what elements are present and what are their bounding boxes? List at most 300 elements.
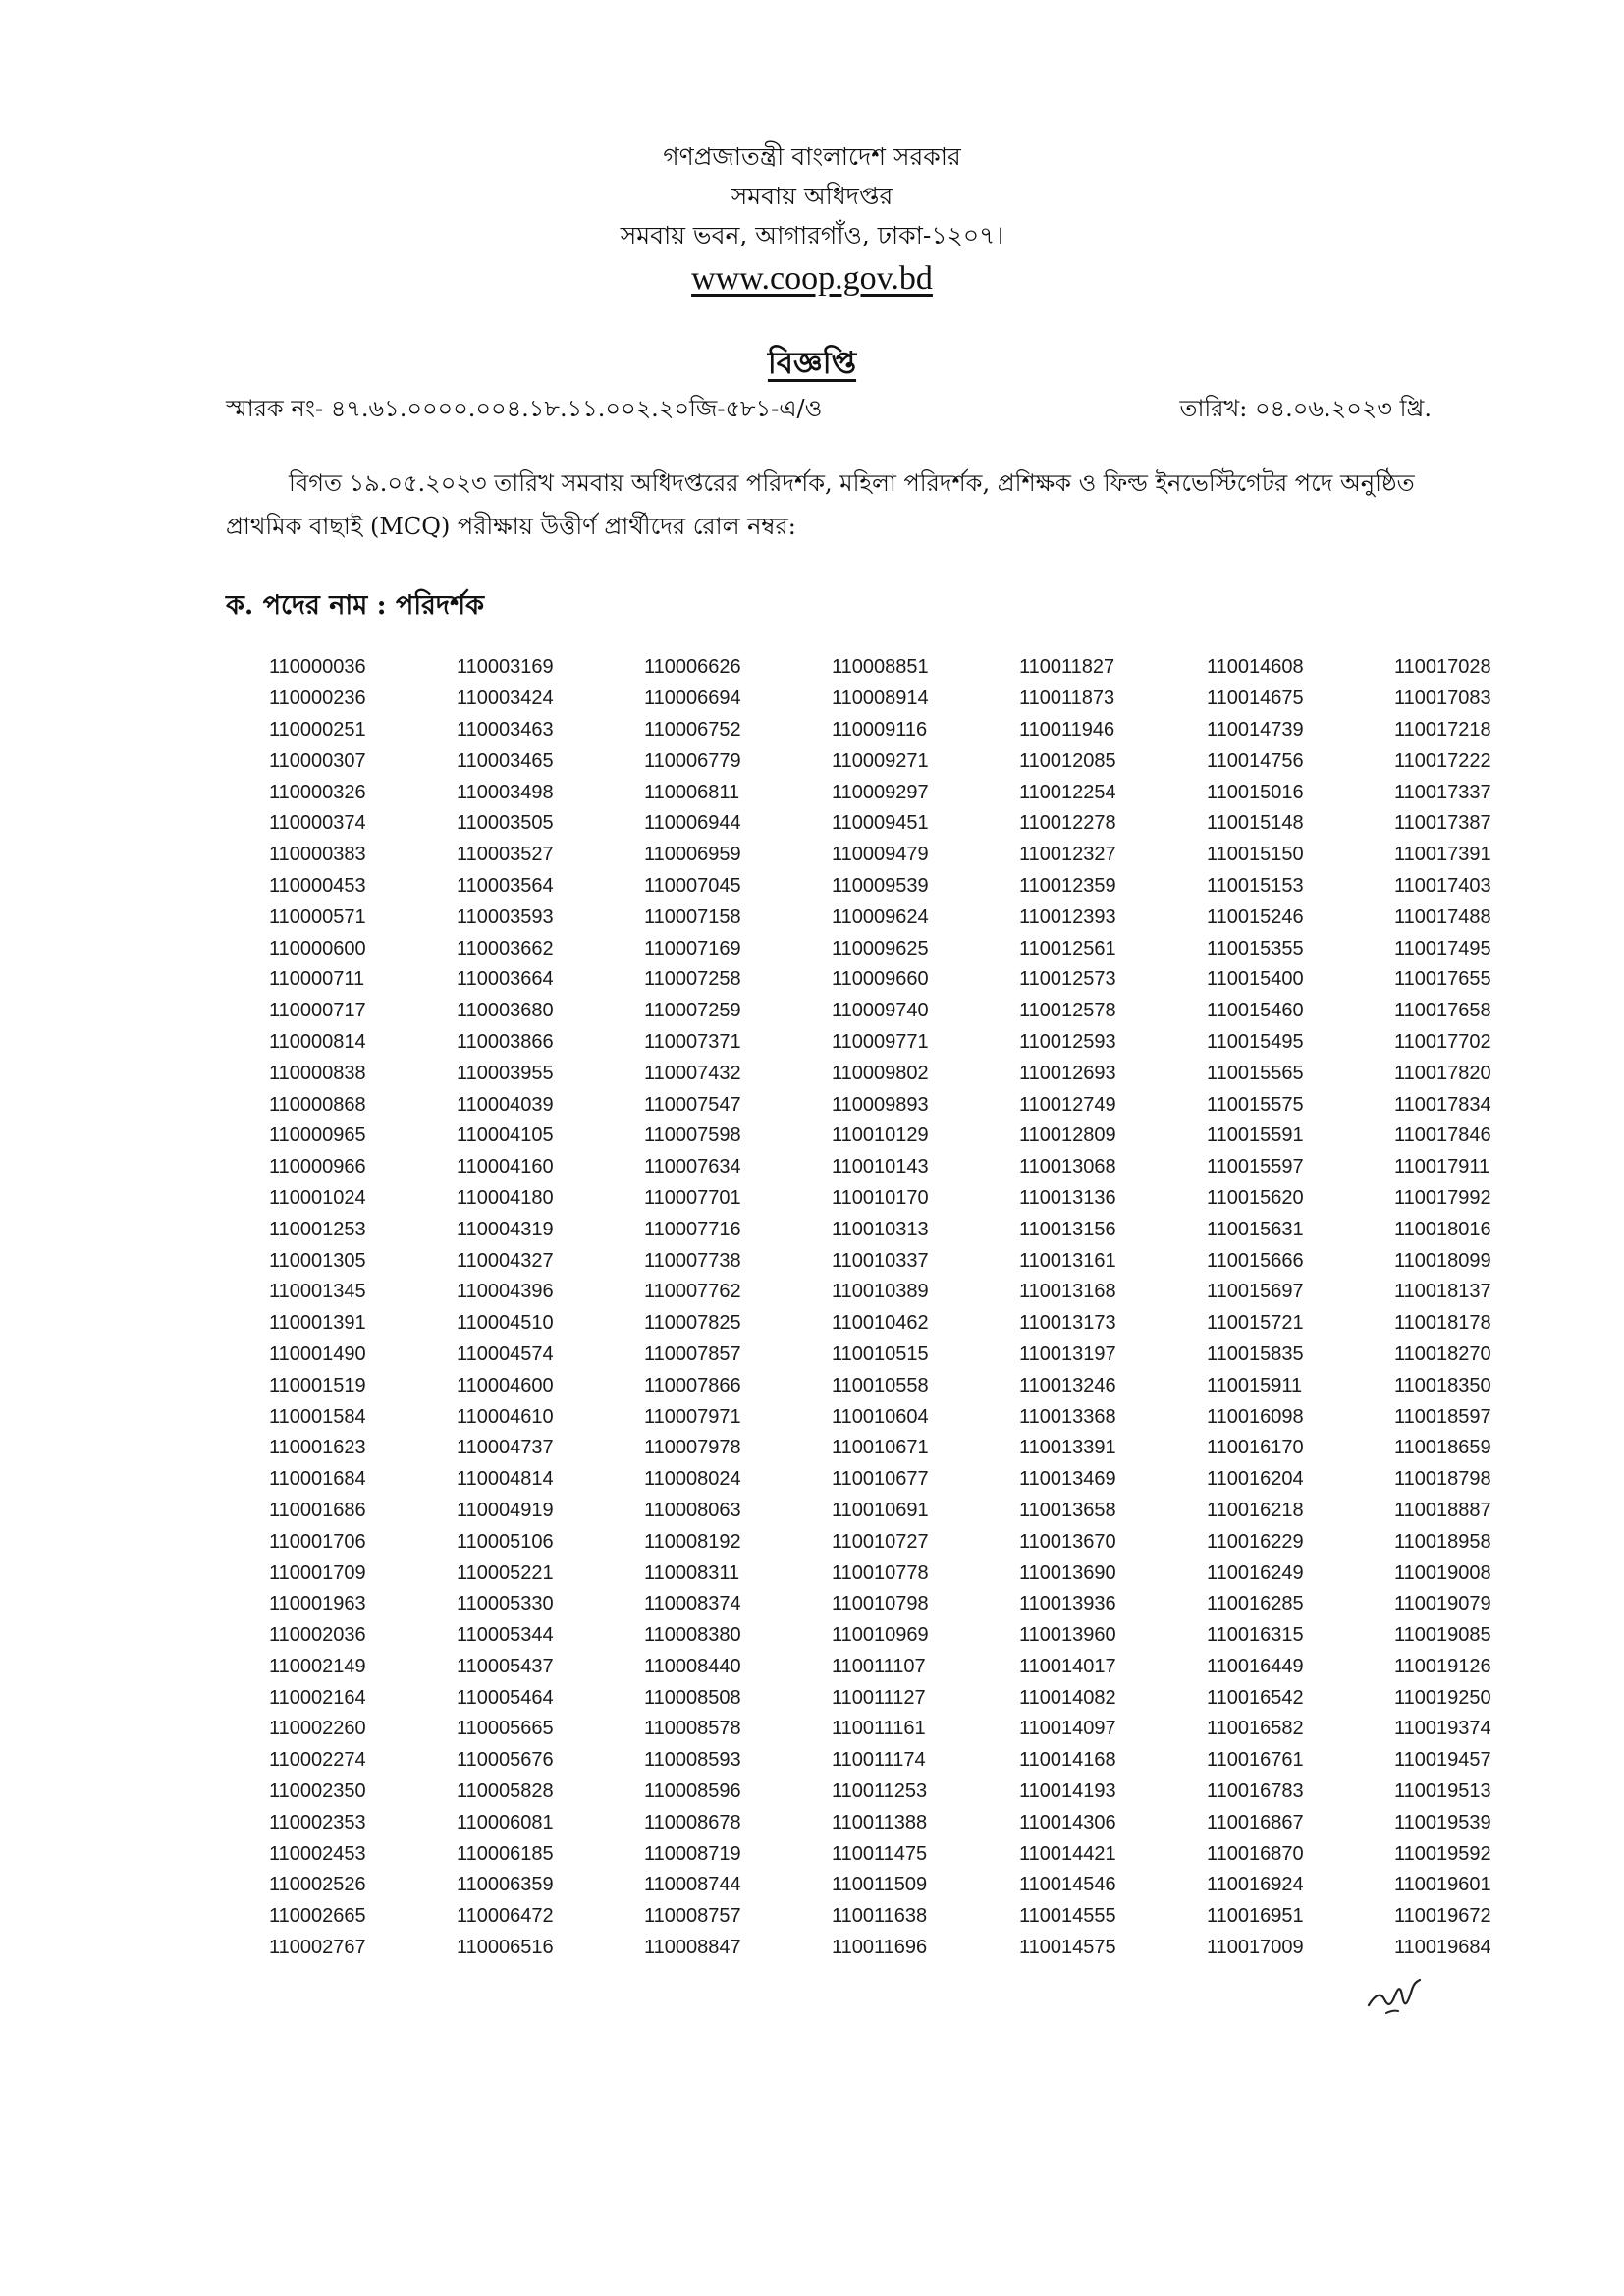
roll-number-cell: 110007971: [644, 1405, 741, 1428]
roll-number-cell: 110015597: [1207, 1156, 1304, 1178]
table-row: [259, 1777, 1572, 1808]
roll-number-cell: 110014675: [1207, 687, 1304, 710]
roll-number-cell: 110007598: [644, 1124, 741, 1147]
roll-number-cell: 110016449: [1207, 1655, 1304, 1677]
roll-number-cell: 110004600: [457, 1374, 554, 1396]
roll-number-cell: 110015565: [1207, 1062, 1304, 1084]
roll-number-cell: 110015721: [1207, 1312, 1304, 1335]
roll-number-cell: 110004574: [457, 1342, 554, 1365]
roll-number-cell: 110019457: [1394, 1749, 1491, 1772]
roll-number-cell: 110000307: [269, 749, 366, 772]
roll-number-cell: 110015697: [1207, 1281, 1304, 1303]
roll-number-cell: 110001305: [269, 1249, 366, 1272]
roll-number-cell: 110003505: [457, 812, 554, 835]
roll-number-cell: 110012085: [1019, 749, 1116, 772]
roll-number-cell: 110008380: [644, 1624, 741, 1647]
notice-title-wrap: [0, 340, 1624, 391]
table-row: [259, 652, 1572, 683]
roll-number-cell: 110011827: [1019, 656, 1115, 679]
roll-number-cell: 110010677: [832, 1468, 929, 1491]
roll-number-cell: 110018099: [1394, 1249, 1491, 1272]
roll-number-cell: 110002149: [269, 1655, 366, 1677]
roll-number-cell: 110003664: [457, 968, 554, 991]
roll-number-cell: 110019008: [1394, 1561, 1491, 1584]
roll-number-cell: 110016218: [1207, 1499, 1304, 1521]
roll-number-cell: 110011696: [832, 1937, 928, 1959]
roll-number-cell: 110016098: [1207, 1405, 1304, 1428]
roll-number-cell: 110013658: [1019, 1499, 1116, 1521]
roll-number-cell: 110015153: [1207, 874, 1304, 897]
roll-number-cell: 110010337: [832, 1249, 929, 1272]
roll-number-cell: 110004160: [457, 1156, 554, 1178]
roll-number-cell: 110000236: [269, 687, 366, 710]
table-row: [259, 1401, 1572, 1433]
roll-number-cell: 110006959: [644, 844, 741, 866]
roll-number-cell: 110017222: [1394, 749, 1491, 772]
roll-number-cell: 110006185: [457, 1842, 554, 1865]
roll-number-cell: 110010558: [832, 1374, 929, 1396]
roll-number-cell: 110015575: [1207, 1093, 1304, 1116]
table-row: [259, 1277, 1572, 1308]
roll-number-cell: 110006752: [644, 718, 741, 740]
roll-number-cell: 110010389: [832, 1281, 929, 1303]
roll-number-cell: 110017337: [1394, 781, 1491, 803]
roll-number-cell: 110000868: [269, 1093, 366, 1116]
roll-number-cell: 110009539: [832, 874, 929, 897]
roll-number-cell: 110014739: [1207, 718, 1304, 740]
roll-number-cell: 110016229: [1207, 1530, 1304, 1553]
roll-number-cell: 110015911: [1207, 1374, 1303, 1396]
roll-number-cell: 110001706: [269, 1530, 366, 1553]
table-row: [259, 1027, 1572, 1059]
roll-number-cell: 110010691: [832, 1499, 929, 1521]
roll-number-cell: 110013936: [1019, 1593, 1116, 1615]
roll-number-cell: 110011946: [1019, 718, 1115, 740]
roll-number-cell: 110008024: [644, 1468, 741, 1491]
roll-number-cell: 110013690: [1019, 1561, 1116, 1584]
roll-number-cell: 110000251: [269, 718, 366, 740]
roll-number-cell: 110001963: [269, 1593, 366, 1615]
roll-number-cell: 110014193: [1019, 1780, 1116, 1803]
roll-number-cell: 110008311: [644, 1561, 740, 1584]
roll-number-cell: 110005330: [457, 1593, 554, 1615]
table-row: [259, 1652, 1572, 1683]
roll-number-cell: 110016204: [1207, 1468, 1304, 1491]
roll-number-cell: 110008914: [832, 687, 929, 710]
roll-number-cell: 110012693: [1019, 1062, 1116, 1084]
roll-number-cell: 110004105: [457, 1124, 554, 1147]
roll-number-cell: 110006516: [457, 1937, 554, 1959]
roll-number-cell: 110010671: [832, 1437, 929, 1459]
roll-number-cell: 110007716: [644, 1218, 741, 1240]
roll-number-cell: 110008192: [644, 1530, 741, 1553]
roll-number-cell: 110017820: [1394, 1062, 1491, 1084]
roll-number-cell: 110008851: [832, 656, 929, 679]
table-row: [259, 808, 1572, 840]
roll-number-cell: 110001686: [269, 1499, 366, 1521]
roll-number-cell: 110013161: [1019, 1249, 1116, 1272]
roll-number-cell: 110012749: [1019, 1093, 1116, 1116]
roll-number-cell: 110014097: [1019, 1718, 1116, 1740]
table-row: [259, 1933, 1572, 1964]
roll-number-cell: 110018597: [1394, 1405, 1491, 1428]
roll-number-cell: 110015591: [1207, 1124, 1304, 1147]
roll-number-cell: 110016924: [1207, 1874, 1304, 1896]
roll-number-cell: 110014555: [1019, 1905, 1116, 1928]
website-link[interactable]: www.coop.gov.bd: [691, 260, 933, 297]
roll-number-cell: 110011873: [1019, 687, 1115, 710]
roll-number-cell: 110011388: [832, 1811, 928, 1833]
roll-number-cell: 110012278: [1019, 812, 1116, 835]
roll-number-cell: 110019513: [1394, 1780, 1491, 1803]
roll-number-cell: 110018659: [1394, 1437, 1491, 1459]
roll-number-cell: 110017911: [1394, 1156, 1490, 1178]
roll-number-cell: 110015631: [1207, 1218, 1304, 1240]
roll-number-cell: 110008374: [644, 1593, 741, 1615]
roll-number-cell: 110016761: [1207, 1749, 1304, 1772]
roll-number-cell: 110011107: [832, 1655, 926, 1677]
table-row: [259, 1245, 1572, 1277]
roll-number-cell: 110015148: [1207, 812, 1304, 835]
roll-number-cell: 110002036: [269, 1624, 366, 1647]
roll-number-cell: 110006811: [644, 781, 740, 803]
roll-number-cell: 110010727: [832, 1530, 929, 1553]
roll-number-cell: 110019539: [1394, 1811, 1491, 1833]
roll-number-cell: 110013670: [1019, 1530, 1116, 1553]
roll-number-cell: 110007762: [644, 1281, 741, 1303]
roll-number-cell: 110008508: [644, 1686, 741, 1709]
roll-number-cell: 110012593: [1019, 1030, 1116, 1053]
roll-number-cell: 110008719: [644, 1842, 741, 1865]
roll-number-cell: 110017495: [1394, 937, 1491, 959]
roll-number-cell: 110005464: [457, 1686, 554, 1709]
table-row: [259, 1901, 1572, 1933]
roll-number-cell: 110013156: [1019, 1218, 1116, 1240]
roll-number-cell: 110012809: [1019, 1124, 1116, 1147]
roll-number-cell: 110000814: [269, 1030, 366, 1053]
roll-number-cell: 110007547: [644, 1093, 741, 1116]
roll-number-cell: 110019085: [1394, 1624, 1491, 1647]
roll-number-cell: 110002274: [269, 1749, 366, 1772]
roll-number-cell: 110003424: [457, 687, 554, 710]
roll-number-cell: 110011638: [832, 1905, 928, 1928]
roll-number-cell: 110006626: [644, 656, 741, 679]
roll-number-cell: 110006779: [644, 749, 741, 772]
roll-number-cell: 110000453: [269, 874, 366, 897]
roll-number-cell: 110009297: [832, 781, 929, 803]
roll-number-cell: 110006944: [644, 812, 741, 835]
table-row: [259, 1339, 1572, 1371]
roll-number-cell: 110014168: [1019, 1749, 1116, 1772]
roll-number-cell: 110008757: [644, 1905, 741, 1928]
roll-number-cell: 110004919: [457, 1499, 554, 1521]
roll-number-cell: 110007978: [644, 1437, 741, 1459]
roll-number-cell: 110010515: [832, 1342, 929, 1365]
roll-number-cell: 110007857: [644, 1342, 741, 1365]
roll-number-cell: 110007045: [644, 874, 741, 897]
roll-number-cell: 110003680: [457, 1000, 554, 1022]
roll-number-cell: 110014306: [1019, 1811, 1116, 1833]
roll-number-cell: 110015495: [1207, 1030, 1304, 1053]
notice-title: বিজ্ঞপ্তি: [767, 346, 857, 381]
roll-number-cell: 110013136: [1019, 1186, 1116, 1209]
roll-number-cell: 110012561: [1019, 937, 1116, 959]
roll-number-cell: 110019592: [1394, 1842, 1491, 1865]
roll-number-cell: 110011253: [832, 1780, 928, 1803]
roll-number-cell: 110018016: [1394, 1218, 1491, 1240]
roll-number-cell: 110012578: [1019, 1000, 1116, 1022]
table-row: [259, 1558, 1572, 1589]
roll-number-cell: 110006694: [644, 687, 741, 710]
roll-number-cell: 110013173: [1019, 1312, 1116, 1335]
roll-number-cell: 110010313: [832, 1218, 929, 1240]
roll-number-cell: 110003465: [457, 749, 554, 772]
roll-number-cell: 110007866: [644, 1374, 741, 1396]
roll-number-cell: 110009271: [832, 749, 929, 772]
roll-number-cell: 110008678: [644, 1811, 741, 1833]
roll-number-cell: 110001345: [269, 1281, 366, 1303]
roll-number-cell: 110008440: [644, 1655, 741, 1677]
roll-number-cell: 110016867: [1207, 1811, 1304, 1833]
roll-number-cell: 110012327: [1019, 844, 1116, 866]
roll-number-cell: 110001253: [269, 1218, 366, 1240]
roll-number-cell: 110011509: [832, 1874, 928, 1896]
roll-number-cell: 110014575: [1019, 1937, 1116, 1959]
roll-number-cell: 110012254: [1019, 781, 1116, 803]
roll-number-cell: 110017834: [1394, 1093, 1491, 1116]
roll-number-cell: 110019374: [1394, 1718, 1491, 1740]
roll-number-cell: 110002767: [269, 1937, 366, 1959]
roll-number-cell: 110016249: [1207, 1561, 1304, 1584]
table-row: [259, 1682, 1572, 1714]
roll-number-cell: 110003662: [457, 937, 554, 959]
roll-number-cell: 110012573: [1019, 968, 1116, 991]
table-row: [259, 1308, 1572, 1339]
roll-number-cell: 110010969: [832, 1624, 929, 1647]
roll-number-cell: 110002453: [269, 1842, 366, 1865]
roll-number-cell: 110008744: [644, 1874, 741, 1896]
roll-number-cell: 110004510: [457, 1312, 554, 1335]
roll-number-cell: 110017403: [1394, 874, 1491, 897]
roll-number-cell: 110002164: [269, 1686, 366, 1709]
roll-number-cell: 110013469: [1019, 1468, 1116, 1491]
roll-number-cell: 110001024: [269, 1186, 366, 1209]
roll-number-cell: 110013068: [1019, 1156, 1116, 1178]
table-row: [259, 1058, 1572, 1089]
table-row: [259, 1870, 1572, 1901]
table-row: [259, 683, 1572, 715]
roll-number-cell: 110006472: [457, 1905, 554, 1928]
letterhead: [0, 137, 1624, 301]
table-row: [259, 1526, 1572, 1558]
roll-number-cell: 110010778: [832, 1561, 929, 1584]
roll-number-cell: 110013197: [1019, 1342, 1116, 1365]
roll-number-cell: 110007158: [644, 905, 741, 928]
table-row: [259, 996, 1572, 1027]
roll-number-cell: 110008596: [644, 1780, 741, 1803]
roll-number-cell: 110019126: [1394, 1655, 1491, 1677]
roll-number-cell: 110015016: [1207, 781, 1304, 803]
table-row: [259, 715, 1572, 746]
roll-number-cell: 110004327: [457, 1249, 554, 1272]
roll-number-cell: 110011161: [832, 1718, 926, 1740]
roll-number-cell: 110014421: [1019, 1842, 1116, 1865]
post-heading: ক. পদের নাম : পরিদর্শক: [226, 590, 484, 621]
roll-number-cell: 110005221: [457, 1561, 554, 1584]
table-row: [259, 902, 1572, 933]
table-row: [259, 1183, 1572, 1215]
table-row: [259, 1370, 1572, 1401]
table-row: [259, 1089, 1572, 1121]
table-row: [259, 1496, 1572, 1527]
roll-number-cell: 110000600: [269, 937, 366, 959]
roll-number-cell: 110003564: [457, 874, 554, 897]
roll-number-cell: 110007259: [644, 1000, 741, 1022]
roll-number-cell: 110014017: [1019, 1655, 1116, 1677]
roll-number-cell: 110004396: [457, 1281, 554, 1303]
roll-number-cell: 110000036: [269, 656, 366, 679]
roll-number-cell: 110005665: [457, 1718, 554, 1740]
roll-number-cell: 110003498: [457, 781, 554, 803]
roll-number-cell: 110011475: [832, 1842, 928, 1865]
roll-number-cell: 110008593: [644, 1749, 741, 1772]
roll-number-cell: 110015666: [1207, 1249, 1304, 1272]
roll-number-cell: 110015835: [1207, 1342, 1304, 1365]
roll-number-cell: 110000965: [269, 1124, 366, 1147]
roll-number-cell: 110008578: [644, 1718, 741, 1740]
roll-number-cell: 110004737: [457, 1437, 554, 1459]
roll-number-cell: 110001684: [269, 1468, 366, 1491]
table-row: [259, 1464, 1572, 1496]
roll-number-cell: 110009660: [832, 968, 929, 991]
roll-number-cell: 110016170: [1207, 1437, 1304, 1459]
roll-number-cell: 110007432: [644, 1062, 741, 1084]
roll-number-cell: 110016951: [1207, 1905, 1304, 1928]
roll-number-cell: 110017028: [1394, 656, 1491, 679]
roll-number-cell: 110017655: [1394, 968, 1491, 991]
table-row: [259, 1121, 1572, 1152]
memo-number: স্মারক নং- ৪৭.৬১.০০০০.০০৪.১৮.১১.০০২.২০জি-৫৮১-এ/ও: [226, 395, 823, 422]
roll-number-cell: 110010798: [832, 1593, 929, 1615]
roll-number-cell: 110019250: [1394, 1686, 1491, 1709]
roll-number-cell: 110015355: [1207, 937, 1304, 959]
roll-number-cell: 110003593: [457, 905, 554, 928]
signature-icon: [1365, 1976, 1424, 2019]
roll-number-cell: 110004610: [457, 1405, 554, 1428]
roll-number-cell: 110010129: [832, 1124, 929, 1147]
roll-number-cell: 110004319: [457, 1218, 554, 1240]
roll-number-cell: 110005344: [457, 1624, 554, 1647]
roll-number-cell: 110008847: [644, 1937, 741, 1959]
roll-number-cell: 110015620: [1207, 1186, 1304, 1209]
table-row: [259, 1214, 1572, 1245]
roll-number-cell: 110015150: [1207, 844, 1304, 866]
roll-number-cell: 110000717: [269, 1000, 366, 1022]
roll-number-cell: 110017009: [1207, 1937, 1304, 1959]
table-row: [259, 1745, 1572, 1777]
roll-number-cell: 110005106: [457, 1530, 554, 1553]
roll-number-cell: 110012359: [1019, 874, 1116, 897]
roll-number-cell: 110002260: [269, 1718, 366, 1740]
department-name: সমবায় অধিদপ্তর: [731, 182, 893, 210]
roll-number-cell: 110018137: [1394, 1281, 1491, 1303]
roll-number-cell: 110000966: [269, 1156, 366, 1178]
roll-number-cell: 110002353: [269, 1811, 366, 1833]
roll-number-cell: 110015460: [1207, 1000, 1304, 1022]
table-row: [259, 840, 1572, 871]
roll-number-cell: 110017488: [1394, 905, 1491, 928]
roll-number-cell: 110014608: [1207, 656, 1304, 679]
roll-number-cell: 110016542: [1207, 1686, 1304, 1709]
roll-number-cell: 110007371: [644, 1030, 741, 1053]
roll-number-cell: 110001623: [269, 1437, 366, 1459]
roll-number-cell: 110011174: [832, 1749, 926, 1772]
table-row: [259, 1714, 1572, 1745]
roll-number-cell: 110011127: [832, 1686, 926, 1709]
roll-number-cell: 110013391: [1019, 1437, 1116, 1459]
roll-number-cell: 110018178: [1394, 1312, 1491, 1335]
roll-number-cell: 110009479: [832, 844, 929, 866]
roll-number-cell: 110016582: [1207, 1718, 1304, 1740]
roll-number-cell: 110003463: [457, 718, 554, 740]
roll-number-cell: 110000374: [269, 812, 366, 835]
roll-number-cell: 110014082: [1019, 1686, 1116, 1709]
roll-number-cell: 110012393: [1019, 905, 1116, 928]
table-row: [259, 964, 1572, 996]
roll-number-cell: 110000838: [269, 1062, 366, 1084]
roll-number-cell: 110010170: [832, 1186, 929, 1209]
roll-number-cell: 110003169: [457, 656, 554, 679]
roll-number-cell: 110000711: [269, 968, 365, 991]
roll-number-cell: 110015400: [1207, 968, 1304, 991]
roll-number-cell: 110010143: [832, 1156, 929, 1178]
roll-number-cell: 110014546: [1019, 1874, 1116, 1896]
roll-number-cell: 110010462: [832, 1312, 929, 1335]
roll-number-cell: 110004180: [457, 1186, 554, 1209]
roll-number-cell: 110019684: [1394, 1937, 1491, 1959]
roll-number-cell: 110016870: [1207, 1842, 1304, 1865]
roll-number-cell: 110013368: [1019, 1405, 1116, 1428]
table-row: [259, 745, 1572, 777]
roll-number-cell: 110019601: [1394, 1874, 1491, 1896]
roll-number-cell: 110005676: [457, 1749, 554, 1772]
roll-number-cell: 110017992: [1394, 1186, 1491, 1209]
roll-number-cell: 110018270: [1394, 1342, 1491, 1365]
roll-number-cell: 110016315: [1207, 1624, 1304, 1647]
roll-number-cell: 110019079: [1394, 1593, 1491, 1615]
government-name: গণপ্রজাতন্ত্রী বাংলাদেশ সরকার: [663, 142, 961, 171]
roll-number-cell: 110000571: [269, 905, 366, 928]
roll-number-cell: 110013246: [1019, 1374, 1116, 1396]
roll-number-cell: 110001391: [269, 1312, 366, 1335]
roll-number-cell: 110005828: [457, 1780, 554, 1803]
table-row: [259, 1433, 1572, 1464]
notice-body: বিগত ১৯.০৫.২০২৩ তারিখ সমবায় অধিদপ্তরের পরিদর্শক, মহিলা পরিদর্শক, প্রশিক্ষক ও ফিল্ড ইনভেস্টিগেটর পদে অনুষ্ঠিত প্রাথমিক বাছাই (MCQ) পরীক্ষায় উত্তীর্ণ প্রার্থীদের রোল নম্বর:: [226, 469, 1415, 540]
roll-number-cell: 110009451: [832, 812, 929, 835]
notice-date: তারিখ: ০৪.০৬.২০২৩ খ্রি.: [1179, 395, 1432, 422]
roll-number-cell: 110018887: [1394, 1499, 1491, 1521]
roll-number-cell: 110019672: [1394, 1905, 1491, 1928]
roll-number-cell: 110000383: [269, 844, 366, 866]
roll-number-cell: 110018958: [1394, 1530, 1491, 1553]
roll-number-cell: 110002350: [269, 1780, 366, 1803]
roll-number-cell: 110003955: [457, 1062, 554, 1084]
roll-number-cell: 110018350: [1394, 1374, 1491, 1396]
roll-number-cell: 110017702: [1394, 1030, 1491, 1053]
roll-number-cell: 110013168: [1019, 1281, 1116, 1303]
roll-number-cell: 110002665: [269, 1905, 366, 1928]
table-row: [259, 1589, 1572, 1620]
